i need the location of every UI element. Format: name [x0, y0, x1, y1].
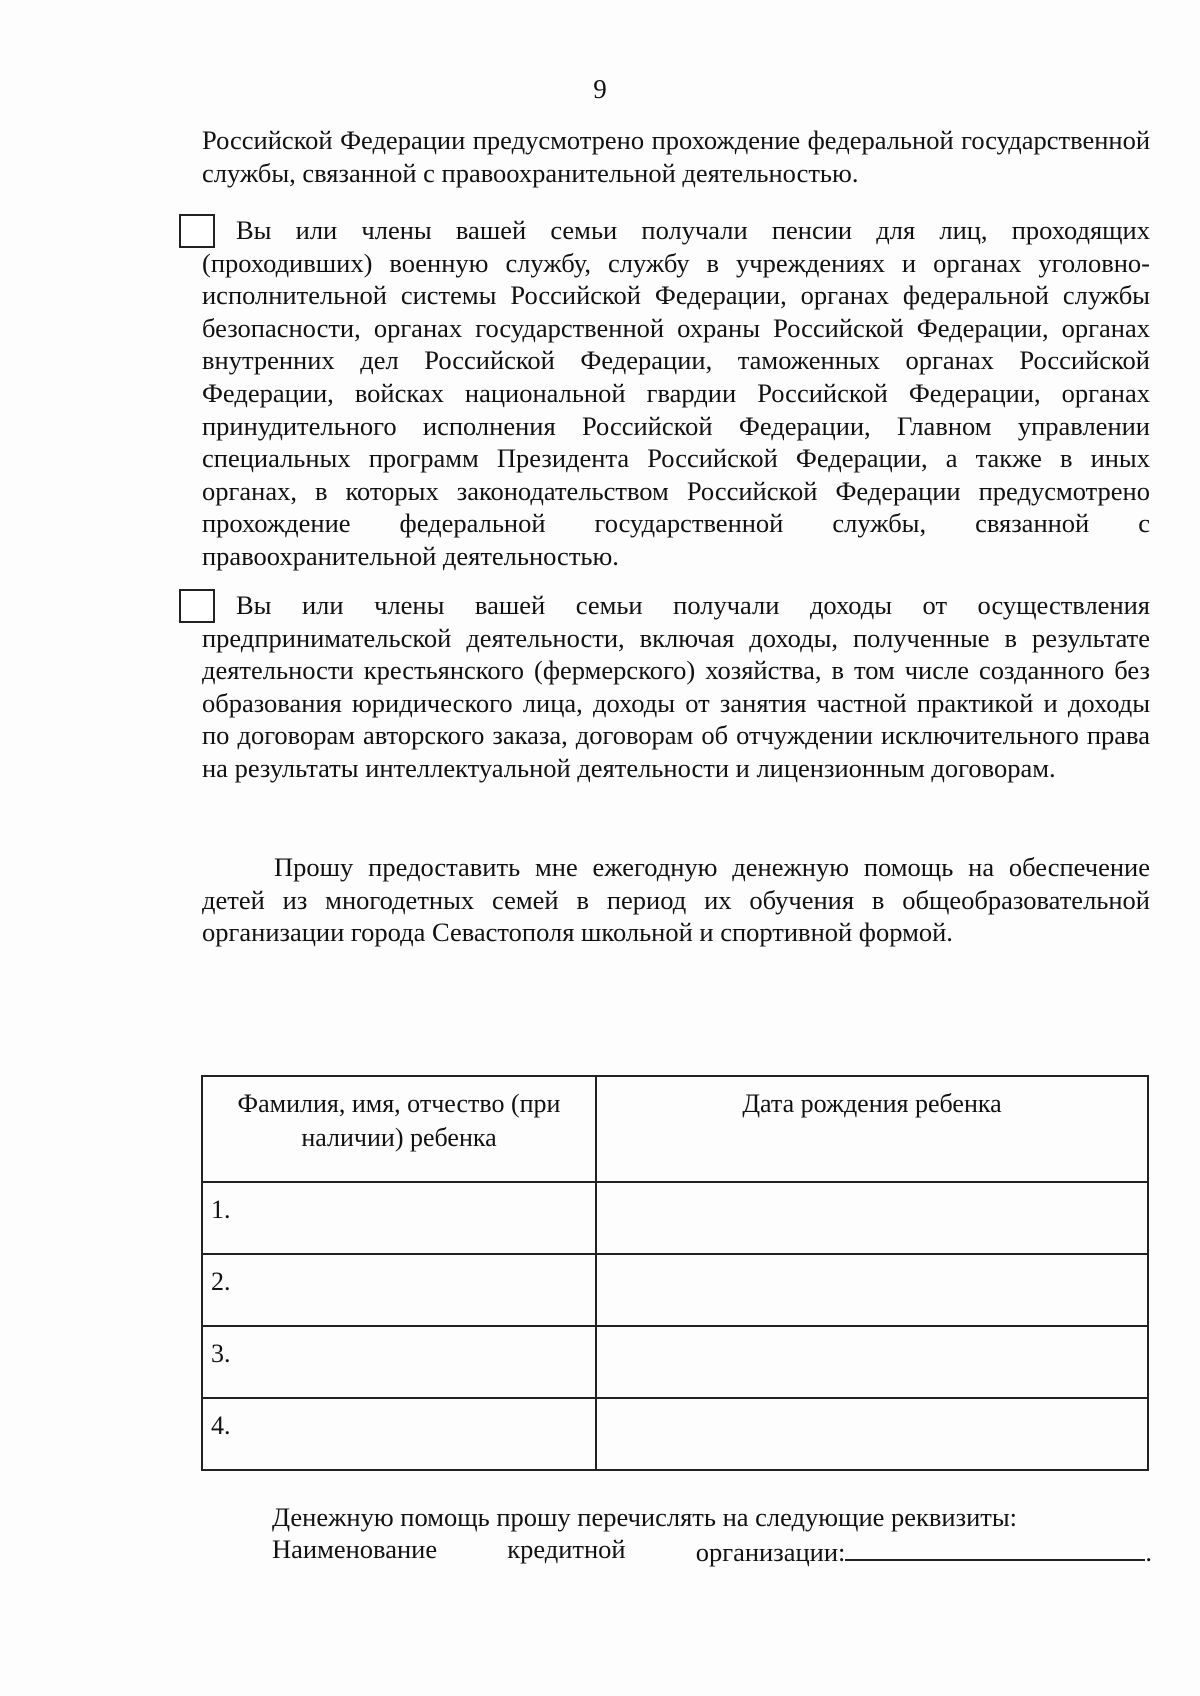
continuation-paragraph: Российской Федерации предусмотрено прохождение федеральной государственной службы, связанной с правоохранительной деятельностью. [202, 125, 1150, 188]
page-number: 9 [593, 74, 607, 104]
table-row [202, 1182, 1148, 1254]
bank-label-word-2: кредитной [507, 1534, 626, 1564]
birth-date-cell[interactable] [596, 1326, 1148, 1398]
bank-line-end: . [1145, 1537, 1152, 1567]
requisites-line: Денежную помощь прошу перечислять на следующие реквизиты: [272, 1502, 1018, 1532]
bank-label-word-3: организации: [695, 1537, 846, 1567]
business-item-text: Вы или члены вашей семьи получали доходы от осуществления предпринимательской деятельности, включая доходы, полученные в результате деятельности крестьянского (фермерского) хозяйства, в том числе созданного без образования юридического лица, доходы от занятия частной практикой и доходы по договорам авторского заказа, договорам об отчуждении исключительного права на результаты интеллектуальной деятельности и лицензионным договорам. [202, 590, 1150, 783]
table-row [202, 1254, 1148, 1326]
header-birth-date: Дата рождения ребенка [596, 1076, 1148, 1182]
business-item-paragraph [202, 589, 1150, 785]
request-paragraph: Прошу предоставить мне ежегодную денежную помощь на обеспечение детей из многодетных семей в период их обучения в общеобразовательной организации города Севастополя школьной и спортивной формой. [202, 852, 1150, 948]
birth-date-cell[interactable] [596, 1254, 1148, 1326]
pension-item-text: Вы или члены вашей семьи получали пенсии для лиц, проходящих (проходивших) военную службу, службу в учреждениях и органах уголовно-исполнительной системы Российской Федерации, органах федеральной службы безопасности, органах государственной охраны Российской Федерации, органах внутренних дел Российской Федерации, таможенных органах Российской Федерации, войсках национальной гвардии Российской Федерации, органах принудительного исполнения Российской Федерации, Главном управлении специальных программ Президента Российской Федерации, а также в иных органах, в которых законодательством Российской Федерации предусмотрено прохождение федеральной государственной службы, связанной с правоохранительной деятельностью. [202, 215, 1150, 571]
table-row [202, 1398, 1148, 1470]
row-number: 1. [211, 1195, 231, 1224]
table-header-row [202, 1076, 1148, 1182]
pension-item-paragraph [202, 214, 1150, 573]
birth-date-cell[interactable] [596, 1398, 1148, 1470]
requisites-section [272, 1501, 1152, 1568]
child-name-cell[interactable] [202, 1254, 596, 1326]
bank-label-word-3-with-field [696, 1533, 1152, 1568]
bank-label-word-1: Наименование [272, 1534, 438, 1564]
child-name-cell[interactable] [202, 1398, 596, 1470]
row-number: 2. [211, 1267, 231, 1296]
child-name-cell[interactable] [202, 1326, 596, 1398]
header-child-name: Фамилия, имя, отчество (при наличии) ребенка [202, 1076, 596, 1182]
bank-name-line [272, 1533, 1152, 1568]
child-name-cell[interactable] [202, 1182, 596, 1254]
children-table [201, 1075, 1149, 1471]
row-number: 4. [211, 1411, 231, 1440]
row-number: 3. [211, 1339, 231, 1368]
birth-date-cell[interactable] [596, 1182, 1148, 1254]
bank-name-field[interactable] [845, 1533, 1145, 1561]
table-row [202, 1326, 1148, 1398]
